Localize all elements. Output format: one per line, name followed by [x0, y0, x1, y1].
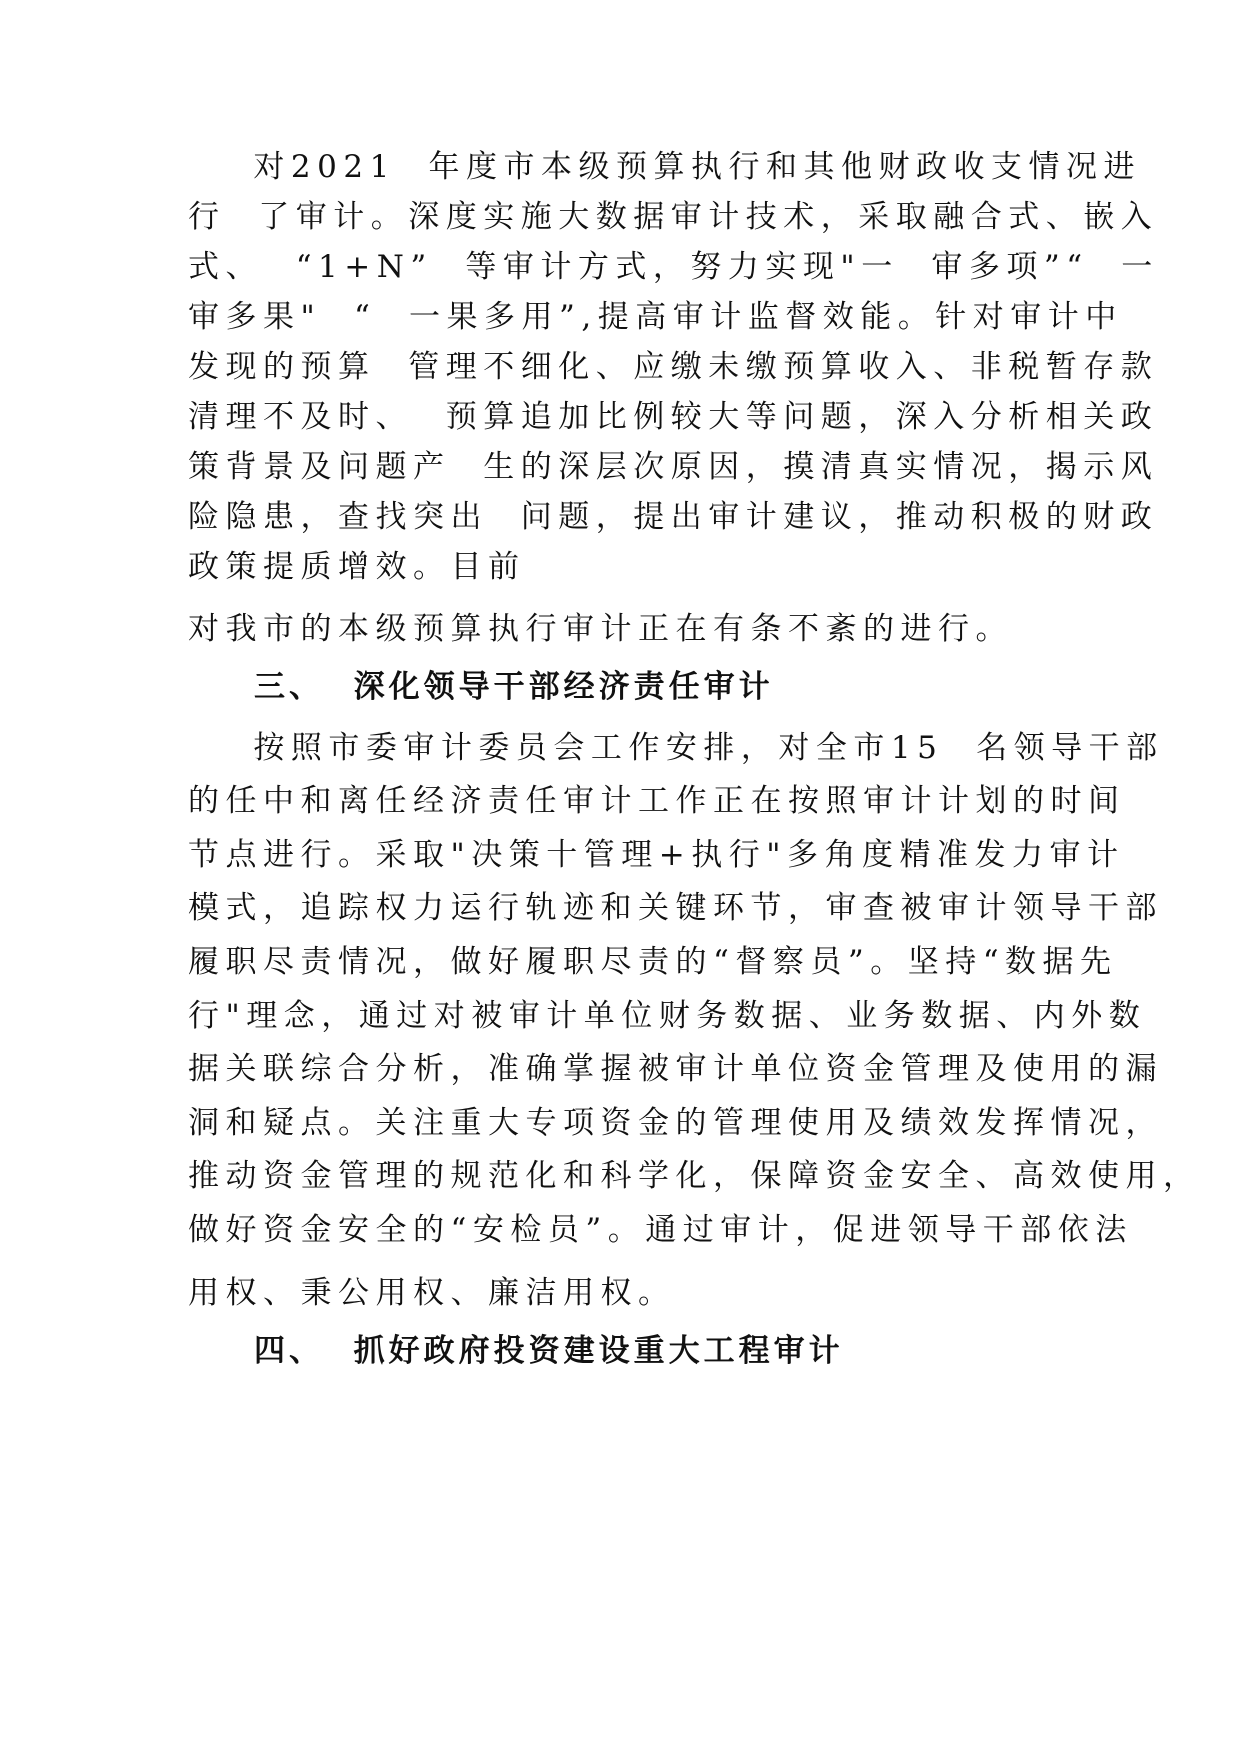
- paragraph-line: 清理不及时、 预算追加比例较大等问题，深入分析相关政: [188, 399, 1159, 435]
- paragraph-line: 模式，追踪权力运行轨迹和关键环节，审查被审计领导干部: [188, 890, 1163, 926]
- paragraph-line: 险隐患，查找突出 问题，提出审计建议，推动积极的财政: [188, 499, 1159, 535]
- paragraph-line: 对我市的本级预算执行审计正在有条不紊的进行。: [188, 611, 1013, 647]
- paragraph-line: 做好资金安全的“安检员”。通过审计，促进领导干部依法: [188, 1212, 1133, 1248]
- paragraph-line: 策背景及问题产 生的深层次原因，摸清真实情况，揭示风: [188, 449, 1159, 485]
- paragraph-line: 用权、秉公用权、廉洁用权。: [188, 1275, 676, 1311]
- paragraph-line: 行"理念，通过对被审计单位财务数据、业务数据、内外数: [188, 998, 1147, 1034]
- section-heading-three: 三、 深化领导干部经济责任审计: [254, 669, 774, 705]
- paragraph-line: 履职尽责情况，做好履职尽责的“督察员”。坚持“数据先: [188, 944, 1118, 980]
- paragraph-line: 行 了审计。深度实施大数据审计技术，采取融合式、嵌入: [188, 199, 1159, 235]
- paragraph-line: 按照市委审计委员会工作安排，对全市15 名领导干部: [188, 730, 1164, 766]
- paragraph-line: 对2021 年度市本级预算执行和其他财政收支情况进: [188, 149, 1142, 185]
- paragraph-line: 据关联综合分析，准确掌握被审计单位资金管理及使用的漏: [188, 1051, 1163, 1087]
- paragraph-line: 节点进行。采取"决策十管理+执行"多角度精准发力审计: [188, 837, 1125, 873]
- paragraph-line: 审多果" “ 一果多用”,提高审计监督效能。针对审计中: [188, 299, 1123, 335]
- paragraph-line: 政策提质增效。目前: [188, 549, 526, 585]
- paragraph-line: 式、 “1+N” 等审计方式，努力实现"一 审多项”“ 一: [188, 249, 1159, 285]
- section-heading-four: 四、 抓好政府投资建设重大工程审计: [254, 1333, 844, 1369]
- paragraph-line: 的任中和离任经济责任审计工作正在按照审计计划的时间: [188, 783, 1126, 819]
- paragraph-line: 洞和疑点。关注重大专项资金的管理使用及绩效发挥情况，: [188, 1105, 1163, 1141]
- paragraph-line: 发现的预算 管理不细化、应缴未缴预算收入、非税暂存款: [188, 349, 1159, 385]
- paragraph-line: 推动资金管理的规范化和科学化，保障资金安全、高效使用，: [188, 1158, 1201, 1194]
